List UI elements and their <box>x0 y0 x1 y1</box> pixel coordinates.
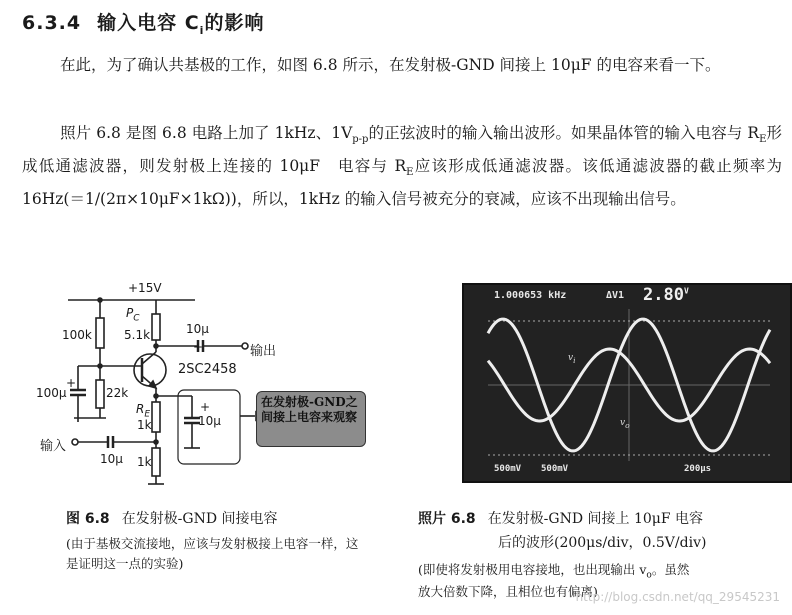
figure-title: 在发射极-GND 间接电容 <box>121 511 278 527</box>
paragraph-2-d: 应该形成低通滤波器。该低通滤波器的截止频率为 16Hz(＝1/(2π×10μF×1kΩ))，所以，1kHz 的输入信号被充分的衰减，应该不出现输出信号。 <box>22 157 782 209</box>
paragraph-2-a: 照片 6.8 是图 6.8 电路上加了 1kHz、1V <box>60 124 353 142</box>
rc-resistor <box>152 314 160 340</box>
photo-note-2: 放大倍数下降，且相位也有偏离) <box>418 584 598 599</box>
re-resistor <box>152 402 160 432</box>
scope-ch1: 500mV <box>494 464 522 474</box>
figure-note: (由于基极交流接地，应该与发射极接上电容一样，这是证明这一点的实验) <box>66 536 359 571</box>
label-cout: 10μ <box>186 322 209 336</box>
label-cout-plus: + <box>193 340 204 354</box>
photo-label: 照片 6.8 <box>418 511 476 527</box>
label-re-val: 1k <box>137 418 152 432</box>
out-terminal <box>242 343 248 349</box>
section-title-sub: i <box>199 23 205 37</box>
label-ce: 10μ <box>198 414 221 428</box>
label-r2: 22k <box>106 386 129 400</box>
photo-note-1: (即使将发射极用电容接地，也出现输出 $v_o$。虽然 <box>418 562 690 581</box>
trace-label-out: $v_o$ <box>620 418 630 430</box>
label-transistor: 2SC2458 <box>178 362 237 377</box>
paragraph-2-c-sub: E <box>406 167 414 179</box>
scope-freq-readout: 1.000653 kHz <box>494 290 567 301</box>
scope-screen <box>464 285 790 481</box>
paragraph-2-c: 形成低通滤波器，则发射极上连接的 10μF 电容与 R <box>22 124 782 176</box>
scope-ch2: 500mV <box>541 464 569 474</box>
in-terminal <box>72 439 78 445</box>
watermark: http://blog.csdn.net/qq_29545231 <box>575 590 780 604</box>
label-r3: 1k <box>137 455 152 469</box>
label-out: 输出 <box>250 344 277 359</box>
label-rc: 5.1k <box>124 328 151 342</box>
label-pc: $P_C$ <box>126 306 140 324</box>
label-r1: 100k <box>62 328 92 342</box>
section-number: 6.3.4 <box>22 12 82 34</box>
oscilloscope-photo <box>462 283 792 483</box>
label-in: 输入 <box>40 439 67 454</box>
paragraph-2-b-sub: E <box>759 134 767 146</box>
label-re: $R_E$ <box>136 402 151 420</box>
paragraph-2-a-sub: p-p <box>352 134 369 146</box>
photo-title-2: 后的波形(200μs/div，0.5V/div) <box>498 535 707 551</box>
paragraph-1 <box>22 52 782 79</box>
transistor-body <box>134 354 166 386</box>
section-title-end: 的影响 <box>204 12 265 34</box>
scope-delta-label: ΔV1 <box>606 290 625 301</box>
trace-label-in: $v_i$ <box>568 353 576 365</box>
label-vcc: +15V <box>128 281 162 295</box>
label-cb: 100μ <box>36 386 67 400</box>
photo-title-1: 在发射极-GND 间接上 10μF 电容 <box>487 511 704 527</box>
paragraph-2 <box>22 120 782 213</box>
section-title: 输入电容 C <box>97 12 200 34</box>
figure-label: 图 6.8 <box>66 511 110 527</box>
r3-resistor <box>152 448 160 476</box>
r1-resistor <box>96 318 104 348</box>
callout-box: 在发射极-GND之间接上电容来观察 <box>256 391 366 447</box>
paragraph-2-b: 的正弦波时的输入输出波形。如果晶体管的输入电容与 R <box>368 124 760 142</box>
section-heading <box>22 8 264 37</box>
label-cb-plus: + <box>66 376 77 390</box>
scope-timebase: 200μs <box>684 464 712 474</box>
label-cin: 10μ <box>100 452 123 466</box>
photo-caption <box>418 508 703 528</box>
r2-resistor <box>96 380 104 408</box>
scope-delta-value: $2.80^V$ <box>643 285 689 305</box>
figure-caption <box>66 508 278 528</box>
label-ce-plus: + <box>200 400 211 414</box>
paragraph-1-text: 在此，为了确认共基极的工作，如图 6.8 所示，在发射极-GND 间接上 10μF 的电容来看一下。 <box>60 56 721 74</box>
